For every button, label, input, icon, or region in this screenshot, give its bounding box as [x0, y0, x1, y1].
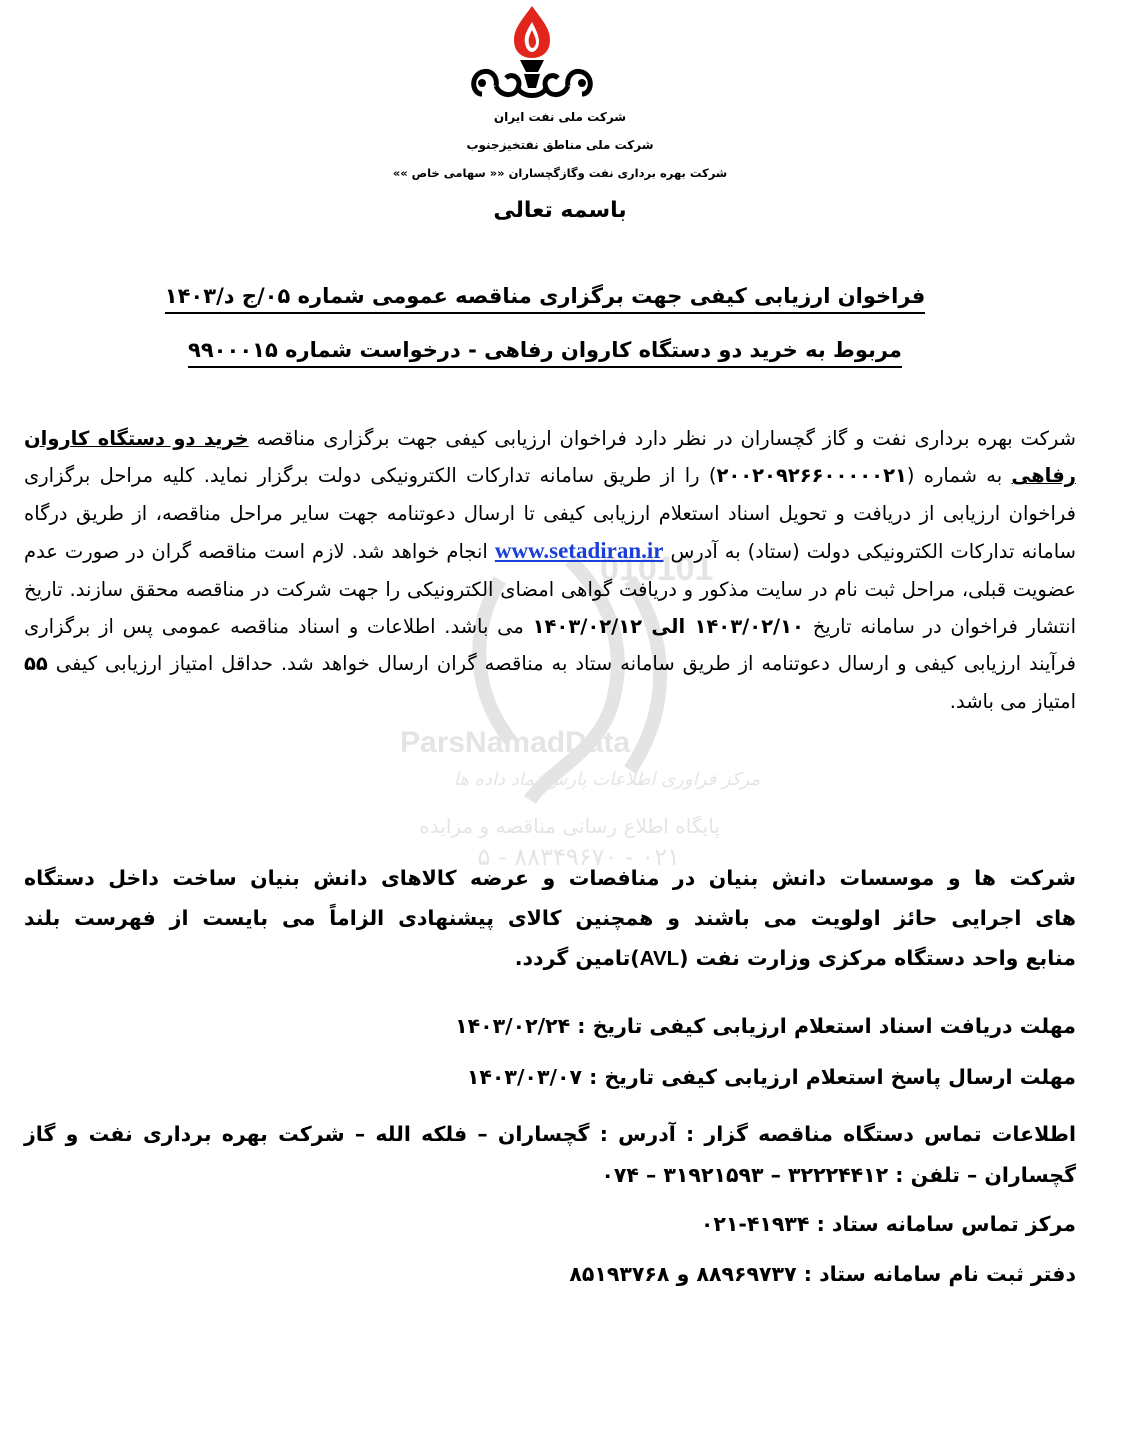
salutation: باسمه تعالی — [493, 198, 627, 223]
watermark-digits: 010101 — [600, 550, 714, 588]
company-name-3: شرکت بهره برداری نفت وگازگچساران «« سهامی خاص »» — [392, 166, 728, 180]
notice-body — [24, 420, 1076, 720]
body-text-3: ) را از طریق سامانه تدارکات الکترونیکی دولت برگزار نماید. کلیه مراحل برگزاری فراخوان ارزیابی از دریافت و تحویل اسناد استعلام ارزیابی کیفی تا ارسال دعوتنامه جهت سایر مراحل مناقصه، از طریق درگاه سامانه تدارکات الکترونیکی دولت (ستاد) به آدرس — [24, 464, 1076, 564]
notice-line-1: شرکت ها و موسسات دانش بنیان در منافصات و عرضه کالاهای دانش بنیان ساخت داخل دستگاه — [24, 866, 1076, 890]
watermark-tagline-1: مرکز فراوری اطلاعات پارس نماد داده ها — [453, 769, 760, 790]
body-text-5: می باشد. اطلاعات و اسناد مناقصه عمومی پس از برگزاری فرآیند ارزیابی کیفی و ارسال دعوتنامه از طریق سامانه ستاد به مناقصه گران ارسال خواهد شد. حداقل امتیاز ارزیابی کیفی — [24, 615, 1076, 676]
setad-call-center: مرکز تماس سامانه ستاد : ۴۱۹۳۴-۰۲۱ — [700, 1212, 1076, 1236]
contact-phone: گچساران – تلفن : ۳۲۲۲۴۴۱۲ – ۳۱۹۲۱۵۹۳ – ۰۷۴ — [601, 1163, 1076, 1187]
notice-title-line-1: فراخوان ارزیابی کیفی جهت برگزاری مناقصه عمومی شماره ۰۵/ج د/۱۴۰۳ — [165, 284, 925, 314]
publish-dates: ۱۴۰۳/۰۲/۱۰ الی ۱۴۰۳/۰۲/۱۲ — [532, 615, 804, 639]
notice-line-3-a: منابع واحد دستگاه مرکزی وزارت نفت ( — [679, 946, 1076, 970]
company-name-2: شرکت ملی مناطق نفتخیزجنوب — [466, 138, 654, 152]
setadiran-link[interactable]: www.setadiran.ir — [494, 538, 664, 564]
tender-subject: خرید دو دستگاه کاروان رفاهی — [24, 427, 1076, 488]
body-text-2: به شماره ( — [906, 464, 1012, 488]
body-text-6: امتیاز می باشد. — [949, 689, 1076, 713]
notice-subtitle — [130, 338, 960, 362]
deadline-receive: مهلت دریافت اسناد استعلام ارزیابی کیفی تاریخ : ۱۴۰۳/۰۲/۲۴ — [455, 1014, 1076, 1038]
deadline-send: مهلت ارسال پاسخ استعلام ارزیابی کیفی تاریخ : ۱۴۰۳/۰۳/۰۷ — [466, 1065, 1076, 1089]
contact-address: اطلاعات تماس دستگاه مناقصه گزار : آدرس : گچساران – فلکه الله – شرکت بهره برداری نفت و گاز — [24, 1122, 1076, 1146]
company-name-1: شرکت ملی نفت ایران — [493, 110, 627, 124]
notice-line-3 — [24, 938, 1076, 979]
contact-info — [24, 1114, 1076, 1196]
notice-line-2: های اجرایی حائز اولویت می باشند و همچنین کالای پیشنهادی الزاماً می بایست از فهرست بلند — [24, 906, 1076, 930]
tender-number: ۲۰۰۲۰۹۲۶۶۰۰۰۰۰۲۱ — [716, 464, 907, 488]
nioc-logo-icon — [462, 2, 602, 104]
watermark-tagline-2: پایگاه اطلاع رسانی مناقصه و مزایده — [419, 814, 720, 838]
notice-title-line-2: مربوط به خرید دو دستگاه کاروان رفاهی - درخواست شماره ۹۹۰۰۰۱۵ — [188, 338, 902, 368]
setad-registration-office: دفتر ثبت نام سامانه ستاد : ۸۸۹۶۹۷۳۷ و ۸۵۱۹۳۷۶۸ — [569, 1262, 1076, 1286]
notice-paragraph — [24, 420, 1076, 720]
body-text-4: انجام خواهد شد. لازم است مناقصه گران در صورت عدم عضویت قبلی، مراحل ثبت نام در سایت مذکور و دریافت گواهی امضای الکترونیکی را جهت شرکت در مناقصه محقق سازند. تاریخ انتشار فراخوان در سامانه تاریخ — [24, 540, 1077, 639]
avl-label: AVL — [639, 947, 680, 970]
watermark-phone: ۰۲۱ - ۸۸۳۴۹۶۷۰ - ۵ — [477, 843, 680, 870]
watermark-brand: ParsNamadData — [400, 726, 631, 759]
min-score: ۵۵ — [24, 652, 48, 676]
body-text-1: شرکت بهره برداری نفت و گاز گچساران در نظر دارد فراخوان ارزیابی کیفی جهت برگزاری مناقصه — [248, 427, 1076, 450]
notice-title — [130, 284, 960, 308]
notice-line-3-b: )تامین گردد. — [514, 946, 640, 970]
knowledge-based-notice — [24, 858, 1076, 979]
